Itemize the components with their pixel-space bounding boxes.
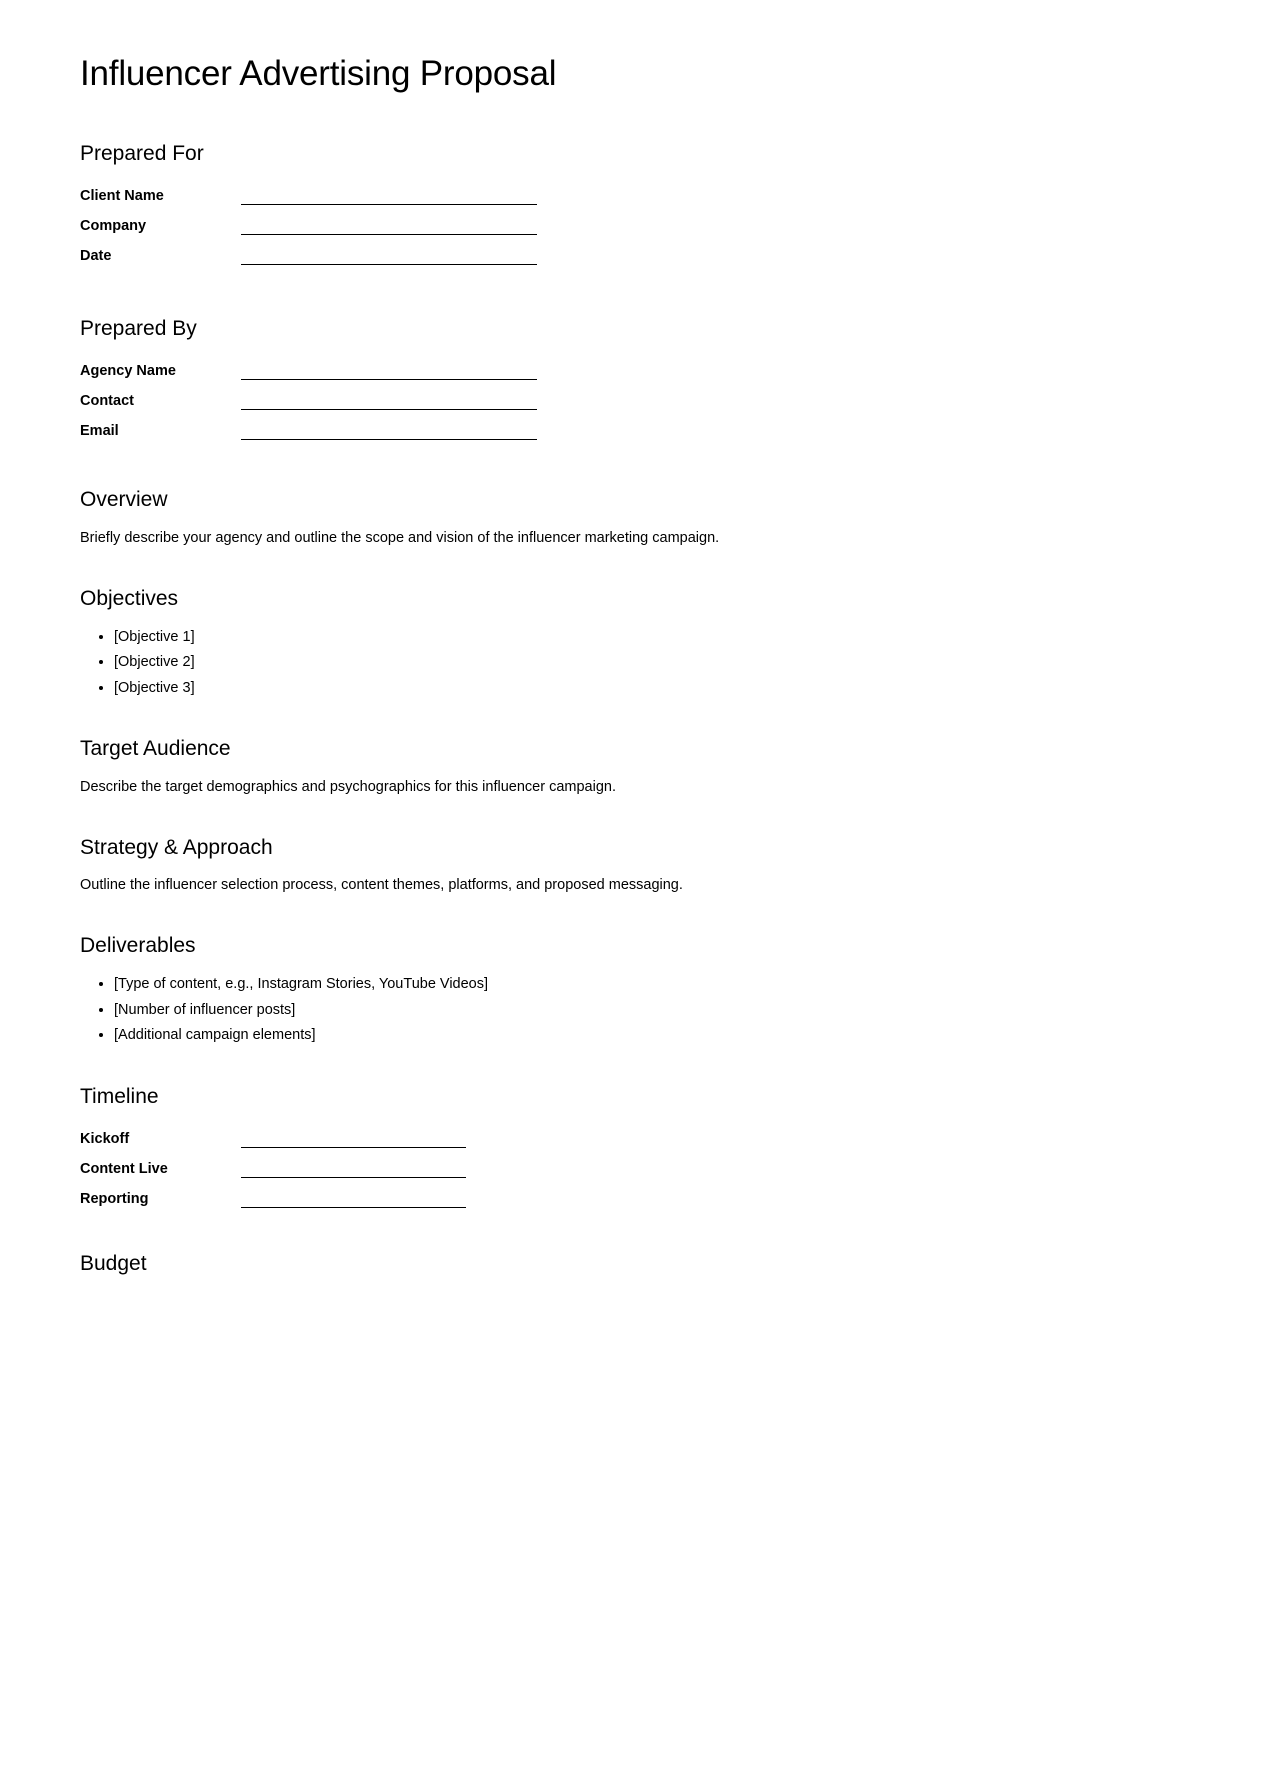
field-label-content-live: Content Live — [80, 1160, 168, 1177]
section-heading-prepared-for: Prepared For — [80, 141, 204, 165]
blank-rule — [241, 1177, 466, 1178]
section-heading-deliverables: Deliverables — [80, 933, 196, 957]
field-input-agency-name[interactable] — [241, 356, 537, 386]
field-row-contact — [80, 386, 537, 416]
field-input-content-live[interactable] — [241, 1154, 466, 1184]
section-heading-timeline: Timeline — [80, 1084, 159, 1108]
list-item: • [Type of content, e.g., Instagram Stories, YouTube Videos] — [114, 973, 1183, 995]
overview-text: Briefly describe your agency and outline the scope and vision of the influencer marketing campaign. — [80, 529, 720, 546]
blank-rule — [241, 1207, 466, 1208]
page-title: Influencer Advertising Proposal — [80, 54, 557, 93]
field-row-date — [80, 241, 537, 271]
strategy-text: Outline the influencer selection process, content themes, platforms, and proposed messaging. — [80, 876, 683, 893]
blank-rule — [241, 379, 537, 380]
field-input-client-name[interactable] — [241, 181, 537, 211]
field-label-agency-name: Agency Name — [80, 363, 176, 380]
timeline-field-table — [80, 1124, 466, 1214]
section-heading-budget: Budget — [80, 1251, 147, 1275]
section-heading-objectives: Objectives — [80, 586, 179, 610]
field-input-kickoff[interactable] — [241, 1124, 466, 1154]
list-item: • [Additional campaign elements] — [114, 1024, 1183, 1046]
objectives-list — [80, 626, 1183, 699]
section-heading-overview: Overview — [80, 488, 168, 512]
field-row-kickoff — [80, 1124, 466, 1154]
field-row-client-name — [80, 181, 537, 211]
section-heading-strategy-approach: Strategy & Approach — [80, 835, 273, 859]
deliverables-list — [80, 973, 1183, 1046]
field-label-contact: Contact — [80, 393, 134, 410]
field-row-company — [80, 211, 537, 241]
field-label-reporting: Reporting — [80, 1190, 149, 1207]
field-row-reporting — [80, 1184, 466, 1214]
blank-rule — [241, 1147, 466, 1148]
section-target-audience — [80, 735, 1183, 797]
field-label-client-name: Client Name — [80, 188, 164, 205]
list-item: • [Objective 3] — [114, 677, 1183, 699]
section-strategy-approach — [80, 834, 1183, 896]
list-item: • [Number of influencer posts] — [114, 999, 1183, 1021]
field-row-content-live — [80, 1154, 466, 1184]
field-row-email — [80, 416, 537, 446]
blank-rule — [241, 264, 537, 265]
section-prepared-by — [80, 315, 1183, 446]
section-heading-target-audience: Target Audience — [80, 737, 231, 761]
field-label-company: Company — [80, 218, 147, 235]
prepared-by-field-table — [80, 356, 537, 446]
field-label-kickoff: Kickoff — [80, 1130, 130, 1147]
field-input-date[interactable] — [241, 241, 537, 271]
blank-rule — [241, 439, 537, 440]
blank-rule — [241, 204, 537, 205]
field-input-company[interactable] — [241, 211, 537, 241]
field-input-email[interactable] — [241, 416, 537, 446]
field-row-agency-name — [80, 356, 537, 386]
section-budget — [80, 1250, 1183, 1277]
blank-rule — [241, 234, 537, 235]
field-label-email: Email — [80, 423, 119, 440]
blank-rule — [241, 409, 537, 410]
prepared-for-field-table — [80, 181, 537, 271]
section-overview — [80, 486, 1183, 548]
section-objectives — [80, 585, 1183, 700]
section-prepared-for — [80, 140, 1183, 271]
list-item: • [Objective 1] — [114, 626, 1183, 648]
target-audience-text: Describe the target demographics and psychographics for this influencer campaign. — [80, 778, 616, 795]
section-timeline — [80, 1083, 1183, 1214]
section-heading-prepared-by: Prepared By — [80, 317, 197, 341]
list-item: • [Objective 2] — [114, 651, 1183, 673]
field-input-reporting[interactable] — [241, 1184, 466, 1214]
section-deliverables — [80, 932, 1183, 1047]
field-label-date: Date — [80, 248, 112, 265]
field-input-contact[interactable] — [241, 386, 537, 416]
